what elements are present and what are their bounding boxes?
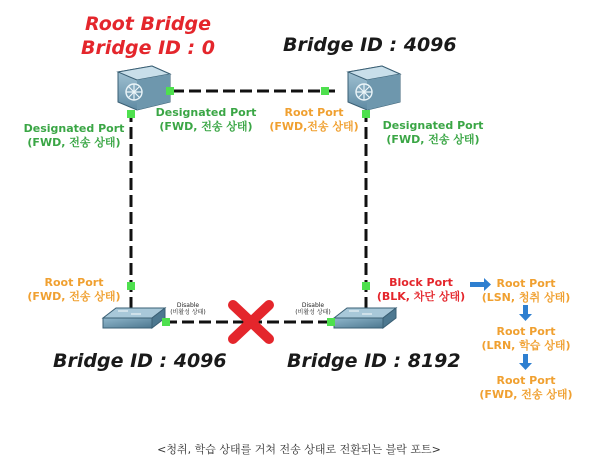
- port-dot-tr-left: [321, 87, 329, 95]
- port-label-tr-right: Designated Port (FWD, 전송 상태): [382, 119, 484, 146]
- bottom-left-bridge-id: Bridge ID : 4096: [53, 350, 227, 372]
- root-bridge-title: Root Bridge Bridge ID : 0: [81, 13, 215, 59]
- port-dot-bl-top: [127, 282, 135, 290]
- bottom-right-switch-icon: [334, 308, 396, 328]
- figure-caption: <청취, 학습 상태를 거쳐 전송 상태로 전환되는 블락 포트>: [157, 443, 441, 456]
- transition-step-forwarding: Root Port (FWD, 전송 상태): [479, 374, 573, 401]
- port-label-bl-top: Root Port (FWD, 전송 상태): [27, 276, 121, 303]
- port-label-root-right: Designated Port (FWD, 전송 상태): [155, 106, 257, 133]
- port-dot-root-right: [166, 87, 174, 95]
- port-dot-root-left: [127, 110, 135, 118]
- port-dot-br-top: [362, 282, 370, 290]
- port-label-br-left: Disable (비활성 상태): [295, 302, 331, 316]
- port-label-root-left: Designated Port (FWD, 전송 상태): [23, 122, 125, 149]
- transition-step-listening: Root Port (LSN, 청취 상태): [481, 277, 571, 304]
- root-bridge-switch-icon: [118, 66, 170, 110]
- port-dot-bl-right: [162, 318, 170, 326]
- port-label-tr-left: Root Port (FWD,전송 상태): [269, 106, 359, 133]
- top-right-switch-icon: [348, 66, 400, 110]
- port-dot-tr-right: [362, 110, 370, 118]
- transition-down-arrow-icon-1: [519, 305, 532, 321]
- transition-down-arrow-icon-2: [519, 354, 532, 370]
- top-right-bridge-id: Bridge ID : 4096: [283, 34, 457, 56]
- transition-step-learning: Root Port (LRN, 학습 상태): [481, 325, 571, 352]
- port-label-br-top: Block Port (BLK, 차단 상태): [376, 276, 466, 303]
- port-label-bl-right: Disable (비활성 상태): [170, 302, 206, 316]
- bottom-left-switch-icon: [103, 308, 165, 328]
- bottom-right-bridge-id: Bridge ID : 8192: [287, 350, 461, 372]
- port-dot-br-left: [327, 318, 335, 326]
